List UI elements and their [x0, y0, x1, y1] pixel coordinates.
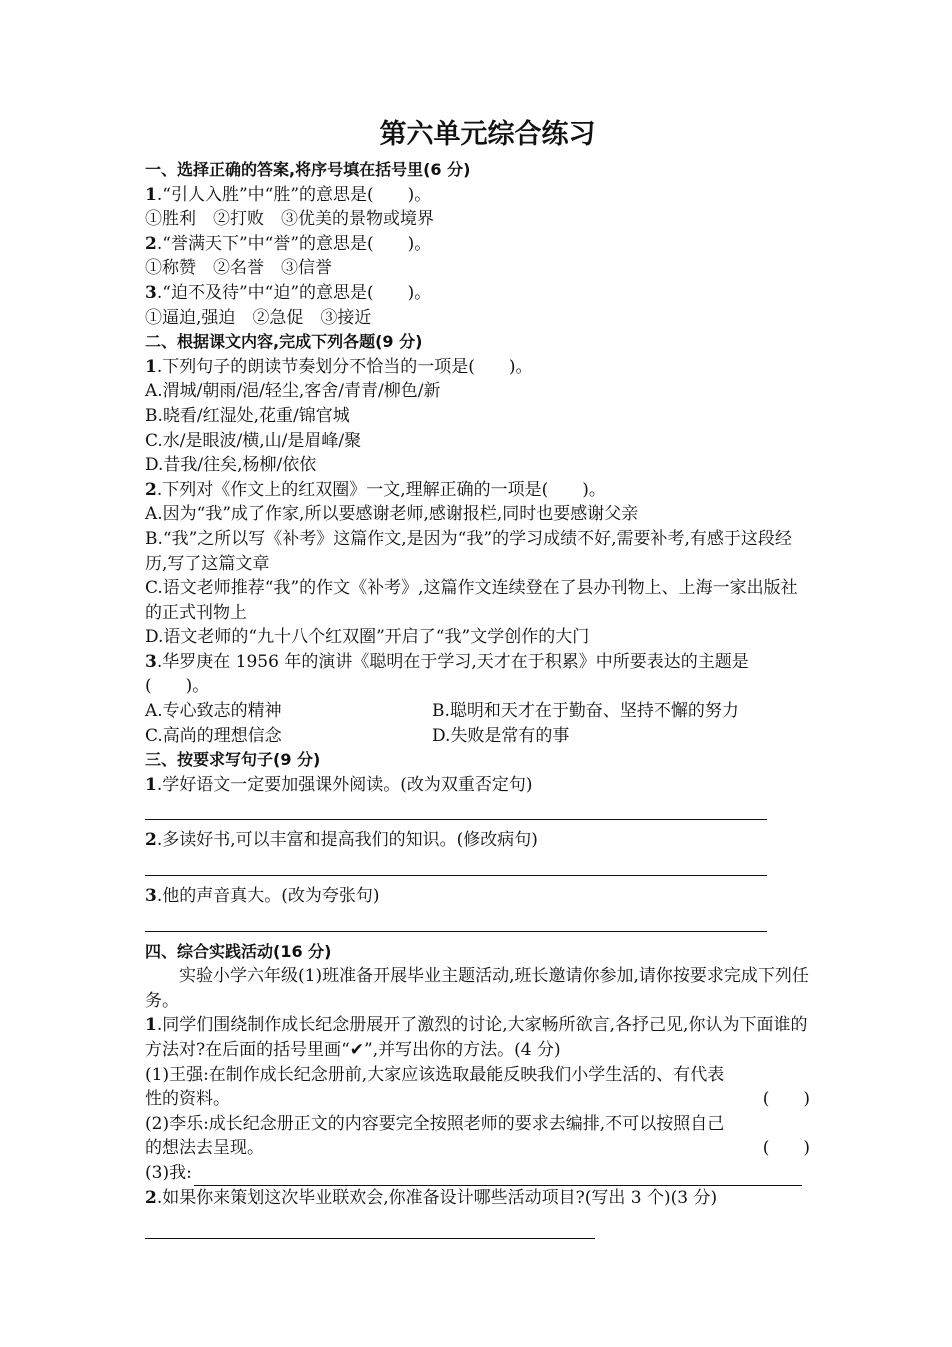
s4-q1-p2-line1: (2)李乐:成长纪念册正文的内容要完全按照老师的要求去编排,不可以按照自己	[145, 1113, 725, 1134]
s4-q2-answer-line[interactable]	[145, 1238, 595, 1239]
s1-q3-options: ①逼迫,强迫 ②急促 ③接近	[145, 307, 372, 328]
s4-q2-stem: .如果你来策划这次毕业联欢会,你准备设计哪些活动项目?(写出 3 个)(3 分)	[156, 1187, 718, 1208]
s2-q3-option-d: D.失败是常有的事	[432, 725, 570, 746]
s4-q1-num: 1	[145, 1015, 157, 1036]
s4-intro: 实验小学六年级(1)班准备开展毕业主题活动,班长邀请你参加,请你按要求完成下列任务。	[145, 966, 809, 1011]
s3-q3	[145, 884, 810, 909]
s3-q3-num: 3	[145, 886, 157, 907]
s4-q1-p3-label: (3)我:	[145, 1162, 192, 1183]
s1-q3-stem: .“迫不及待”中“迫”的意思是( )。	[156, 282, 432, 303]
s3-q3-stem: .他的声音真大。(改为夸张句)	[156, 886, 380, 907]
s2-q3-stem: .华罗庚在 1956 年的演讲《聪明在于学习,天才在于积累》中所要表达的主题是( )。	[145, 651, 749, 697]
s4-q1	[145, 1013, 810, 1062]
section-3-heading: 三、按要求写句子(9 分)	[145, 750, 321, 770]
s1-q1-stem: .“引人入胜”中“胜”的意思是( )。	[156, 184, 432, 205]
s2-q3-options-row2	[145, 724, 810, 749]
s3-q1-num: 1	[145, 774, 157, 795]
s4-q1-p1-line2	[145, 1087, 810, 1112]
s2-q1-option-c: C.水/是眼波/横,山/是眉峰/聚	[145, 430, 362, 451]
s2-q2-option-a: A.因为“我”成了作家,所以要感谢老师,感谢报栏,同时也要感谢父亲	[145, 504, 639, 525]
s1-q2-num: 2	[145, 233, 157, 254]
s3-q2-answer-line[interactable]	[145, 875, 767, 876]
page-title: 第六单元综合练习	[379, 119, 596, 150]
s2-q3-option-c: C.高尚的理想信念	[145, 725, 282, 746]
s2-q1-option-b: B.晓看/红湿处,花重/锦官城	[145, 405, 350, 426]
s4-q1-p1-paren[interactable]: ( )	[762, 1089, 810, 1110]
section-1-heading: 一、选择正确的答案,将序号填在括号里(6 分)	[145, 160, 471, 179]
s3-q1	[145, 773, 810, 798]
s2-q3-option-a: A.专心致志的精神	[145, 701, 282, 722]
s2-q1-stem: .下列句子的朗读节奏划分不恰当的一项是( )。	[156, 356, 533, 377]
s4-q1-p3-answer-line[interactable]	[194, 1167, 802, 1186]
s4-q1-p2-text: 的想法去呈现。	[145, 1138, 264, 1159]
s4-q1-p1-line1: (1)王强:在制作成长纪念册前,大家应该选取最能反映我们小学生活的、有代表	[145, 1064, 725, 1085]
s4-q2-num: 2	[145, 1187, 157, 1208]
s2-q3-options-row1	[145, 699, 810, 724]
s4-q1-stem: .同学们围绕制作成长纪念册展开了激烈的讨论,大家畅所欲言,各抒己见,你认为下面谁的方法对?在后面的括号里画“✔”,并写出你的方法。(4 分)	[145, 1015, 808, 1060]
s1-q2-stem: .“誉满天下”中“誉”的意思是( )。	[156, 233, 432, 254]
s4-q2	[145, 1186, 810, 1211]
s2-q1	[145, 355, 810, 380]
section-4-heading: 四、综合实践活动(16 分)	[145, 941, 332, 961]
s2-q2-stem: .下列对《作文上的红双圈》一文,理解正确的一项是( )。	[156, 479, 606, 500]
s2-q1-num: 1	[145, 356, 157, 377]
s3-q1-stem: .学好语文一定要加强课外阅读。(改为双重否定句)	[156, 774, 533, 795]
s2-q1-option-d: D.昔我/往矣,杨柳/依依	[145, 455, 317, 476]
s1-q3	[145, 281, 810, 306]
s3-q1-answer-line[interactable]	[145, 819, 767, 820]
s2-q2-option-c: C.语文老师推荐“我”的作文《补考》,这篇作文连续登在了县办刊物上、上海一家出版社的正式刊物上	[145, 578, 798, 623]
s3-q2-num: 2	[145, 830, 157, 851]
section-2-heading: 二、根据课文内容,完成下列各题(9 分)	[145, 332, 423, 352]
s2-q3-option-b: B.聪明和天才在于勤奋、坚持不懈的努力	[432, 701, 739, 722]
s2-q3	[145, 650, 810, 699]
s1-q1	[145, 183, 810, 208]
s2-q1-option-a: A.渭城/朝雨/浥/轻尘,客舍/青青/柳色/新	[145, 381, 441, 402]
s2-q2-option-d: D.语文老师的“九十八个红双圈”开启了“我”文学创作的大门	[145, 627, 590, 648]
worksheet	[145, 118, 810, 1239]
s4-q1-p2-line2	[145, 1136, 810, 1161]
s4-q1-p3	[145, 1161, 810, 1186]
s3-q2	[145, 828, 810, 853]
s1-q1-num: 1	[145, 184, 157, 205]
s2-q2-num: 2	[145, 479, 157, 500]
s2-q3-num: 3	[145, 651, 157, 672]
s1-q3-num: 3	[145, 282, 157, 303]
s4-q1-p2-paren[interactable]: ( )	[762, 1138, 810, 1159]
s2-q2-option-b: B.“我”之所以写《补考》这篇作文,是因为“我”的学习成绩不好,需要补考,有感于这段经历,写了这篇文章	[145, 528, 792, 574]
s4-q1-p1-text: 性的资料。	[145, 1089, 230, 1110]
s2-q2	[145, 478, 810, 503]
s1-q2	[145, 232, 810, 257]
s1-q2-options: ①称赞 ②名誉 ③信誉	[145, 258, 332, 279]
s3-q2-stem: .多读好书,可以丰富和提高我们的知识。(修改病句)	[156, 830, 538, 851]
s1-q1-options: ①胜利 ②打败 ③优美的景物或境界	[145, 209, 434, 230]
s3-q3-answer-line[interactable]	[145, 931, 767, 932]
